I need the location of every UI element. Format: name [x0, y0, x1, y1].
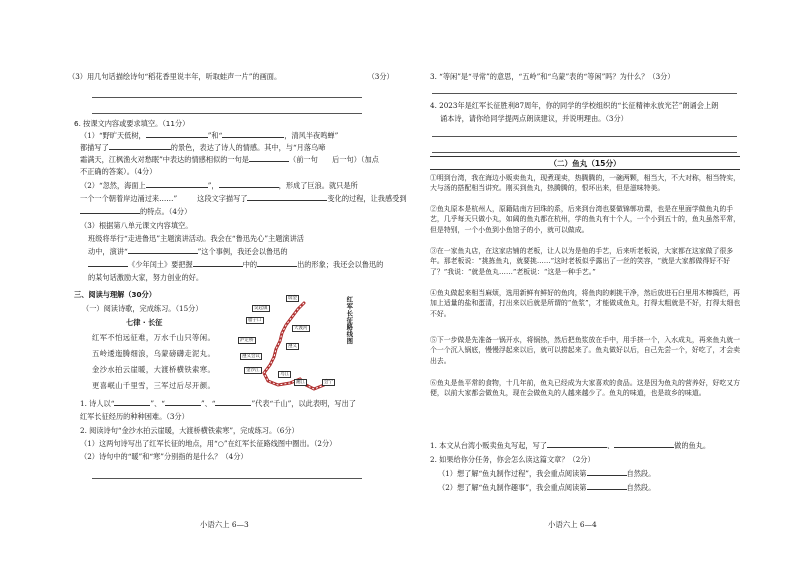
map-label: 遵义会议 — [242, 354, 260, 359]
q6-2-line2: 一个一个朝着岸边涌过来……” 这段文字描写了 变化的过程，让我感受到 — [80, 194, 407, 203]
right-q4-line1: 4. 2023年是红军长征胜利87周年，你的同学的学校组织的“长征精神永放光芒”朗诵会上朗 — [430, 101, 719, 110]
q6-1-line3: 霜满天，江枫渔火对愁眠”中表达的情感相似的一句是 （前一句 后一句）（加点 — [80, 155, 379, 164]
map-label: 腊子口 — [248, 318, 262, 323]
passage-paragraph: ④鱼丸做起来相当麻烦，选用新鲜有鲜好的鱼肉，将鱼肉的刺挑干净，然后放进石臼里用木棒捣烂，再加上适量的盐和蛋清，打出来以后就是所谓的“鱼浆”，才能做成鱼丸，打得太粗就是不好，打得太细也不好。 — [430, 289, 741, 318]
q6-3-line2: 班级将举行“走进鲁迅”主题演讲活动。我会在“鲁迅先心”主题演讲活 — [88, 234, 304, 243]
poem-line: 红军不怕远征难，万水千山只等闲。 — [92, 333, 216, 342]
answer-line[interactable] — [432, 136, 737, 137]
answer-line[interactable] — [432, 93, 737, 94]
q6-1-line1: （1）“野旷天低树， ”和“ ，清风半夜鸣蝉” — [80, 131, 339, 140]
reading-q2: 2. 如果给你分任务，你会怎么读这篇文章？（2分） — [430, 455, 595, 464]
right-q3-line: 3. “等闲”是“寻常”的意思，“五岭”和“乌蒙”表的“等闲”吗？为什么？（3分） — [430, 72, 675, 81]
section-2-title: （二）鱼丸（15分） — [430, 156, 740, 170]
reading-q1: 1. 本文从台湾小贩卖鱼丸写起，写了 、 做的鱼丸。 — [430, 441, 711, 450]
answer-line[interactable] — [92, 97, 362, 98]
q1-line2: 红军长征经历的种种困难。（3分） — [80, 412, 189, 421]
map-label: 大渡河 — [294, 326, 308, 331]
q6-title: 6. 按课文内容或要求填空。（11分） — [74, 119, 190, 128]
answer-line[interactable] — [92, 113, 362, 114]
passage-paragraph: ⑤下一步做是先准备一锅开水，将锅热，然后把鱼浆放在手中，用手挤一个，入水成丸，再来鱼丸就一个一个沉入锅底，慢慢浮起来以后，就可以捞起来了。鱼丸做好以后，自己先尝一个，好吃了，才会卖出去。 — [430, 336, 741, 365]
map-title: 红军长征路线图 — [345, 296, 354, 345]
passage-paragraph: ②鱼丸原本是杭州人，原籍陆南方回珠的系，后来到台湾也要做锦郸功课，也是在里面学做鱼丸的手艺，几乎每天只做小丸，如阔的鱼丸都在杭州，学的鱼丸有十个人，一个小到五十的，鱼丸虽然平常，但是特别，一个小鱼到小鱼馆子的小，就可以做成。 — [430, 205, 741, 234]
q6-3-line5: 的某句话激励大家，努力创业的好。 — [88, 273, 204, 282]
passage-paragraph: ⑥鱼丸是鱼平常的食物，十几年前，鱼丸已经成为大家喜欢的食品。这是因为鱼丸的营养好，好吃又方便，以前大家都会做鱼丸，现在会做鱼丸的人越来越少了。鱼丸的味道，也是故乡的味道。 — [430, 379, 741, 398]
answer-line[interactable] — [432, 152, 737, 153]
map-label: 乌江 — [280, 372, 289, 377]
poem-line: 更喜岷山千里雪，三军过后尽开颜。 — [92, 381, 216, 390]
long-march-route-map — [234, 295, 342, 398]
page-footer-left: 小语六上 6—3 — [200, 520, 249, 529]
q6-2-line3: 的特点。（4分） — [80, 207, 191, 217]
q2-line1: 2. 阅读诗句“金沙水拍云崖暖，大渡桥横铁索寒”，完成练习。（6分） — [80, 426, 299, 435]
reading-q2-1: （1）想了解“鱼丸制作过程”，我会重点阅读第 自然段。 — [438, 469, 656, 478]
answer-line[interactable] — [92, 478, 362, 479]
map-label: 会宁 — [324, 380, 333, 385]
q6-1-line4: 不正确的答案）。（4分） — [80, 167, 157, 176]
map-label: 金沙江 — [246, 368, 260, 373]
q6-3-line3: 动中，演讲“ ”这个事例，我还会以鲁迅的 — [88, 247, 288, 256]
map-label: 泸定桥 — [240, 338, 254, 343]
map-label: 湘江 — [296, 380, 305, 385]
map-label: 瑞金 — [288, 296, 297, 301]
q2-line2: （1）这两句诗写出了红军长征的地点，用“○”在红军长征路线图中圈出。（2分） — [80, 439, 337, 448]
section-3-title: 三、阅读与理解（30分） — [74, 290, 156, 299]
passage-paragraph: ③在一家鱼丸店，在这家店铺的老板，让人以为是他的手艺，后来听老板说，大家都在这家做了很多年。那老板说：“挑拣鱼丸，就要挑……”这时老板似乎露出了一丝的笑容，“就是大家都做得好不好了？”我说：“就是鱼丸……”老板说：“这是一种手艺。” — [430, 247, 734, 276]
page-footer-right: 小语六上 6—4 — [548, 520, 597, 529]
map-label: 吴起镇 — [254, 306, 268, 311]
poem-line: 金沙水拍云崖暖，大渡桥横铁索寒。 — [92, 365, 216, 374]
map-label: 遵义 — [288, 344, 297, 349]
poem-title: 七律 · 长征 — [126, 318, 163, 327]
q2-line3: （2）诗句中的“暖”和“寒”分别指的是什么？（4分） — [80, 452, 248, 461]
q6-3-line4: 《少年闰土》要把握 中的 出的形象；我还会以鲁迅的 — [88, 260, 383, 270]
q6-1-line2: 都描写了 的景色，表达了诗人的情感。其中，与“月落乌啼 — [80, 143, 326, 152]
q6-3-line1: （3）根据第八单元课文内容填空。 — [80, 221, 193, 230]
q1-line1: 1. 诗人以“ ”、“ ”、“ ”代表“千山”，以此表明，写出了 — [80, 399, 356, 408]
reading-q2-2: （2）想了解“鱼丸制作趣事”，我会重点阅读第 自然段。 — [438, 483, 656, 492]
right-q4-line2: 诵本诗，请你给同学提两点朗读建议，并说明理由。（3分） — [440, 114, 628, 123]
reading-1-title: （一）阅读诗歌，完成练习。（15分） — [82, 304, 203, 313]
passage-paragraph: ①明到台湾，我在海边小贩卖鱼丸，现煮现卖，热腾腾的，一碗两颗，相当大，不大对称，相当特实，大与汤的搭配相当讲究。刚买到鱼丸，热腾腾的，恨坏出来，但是滋味特美。 — [430, 174, 741, 193]
q6-2-line1: （2）“忽然，海面上 ”， ，形成了巨浪。就只是所 — [80, 181, 358, 190]
poem-line: 五岭逶迤腾细浪，乌蒙磅礴走泥丸。 — [92, 349, 216, 358]
q3-question: （3）用几句话描绘诗句“稻花香里说丰年，听取蛙声一片”的画面。 （3分） — [68, 72, 394, 81]
